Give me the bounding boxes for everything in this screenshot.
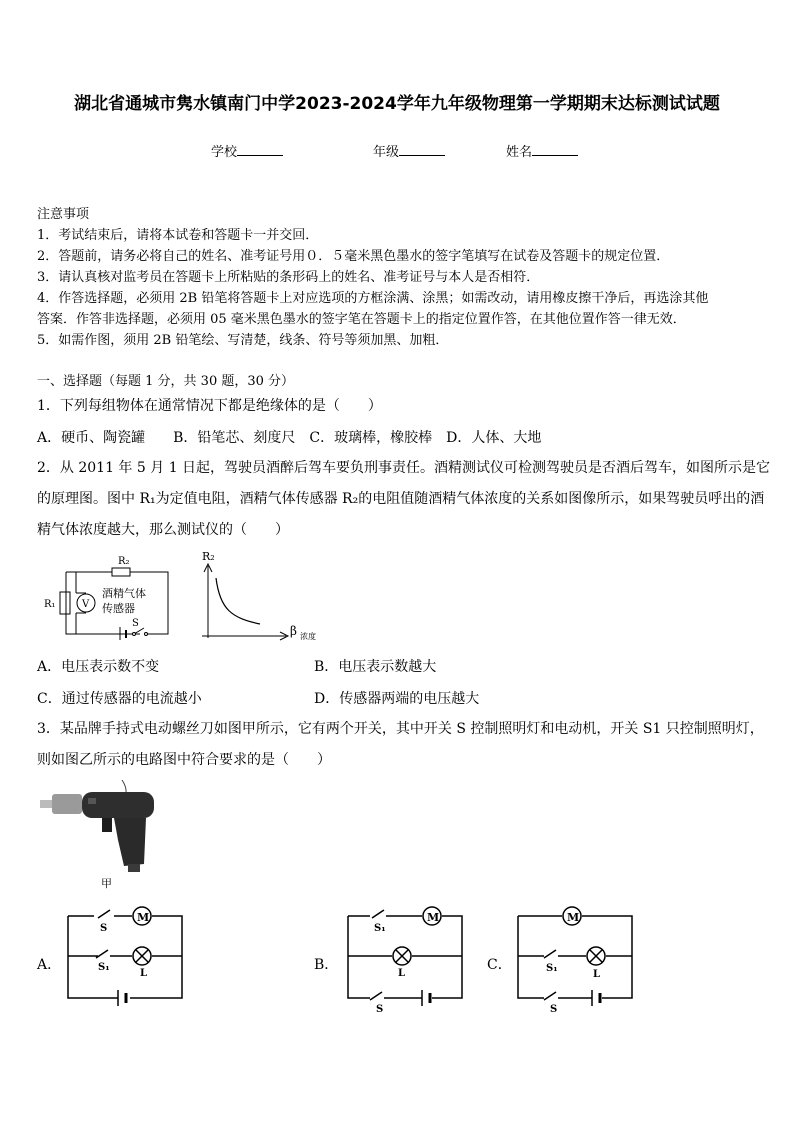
r1-label: R₁ xyxy=(44,599,56,610)
q2-option-c: C．通过传感器的电流越小 xyxy=(37,691,202,707)
notice-item: 4．作答选择题，必须用 2B 铅笔将答题卡上对应选项的方框涂满、涂黑；如需改动，请用橡皮擦干净后，再选涂其他 xyxy=(37,291,709,306)
notice-heading: 注意事项 xyxy=(37,207,90,222)
notice-item: 1．考试结束后，请将本试卷和答题卡一并交回． xyxy=(37,228,319,243)
motor-icon: M xyxy=(137,911,150,924)
q3-option-b-label: B． xyxy=(314,957,339,973)
q3-circuit-b xyxy=(340,898,470,1020)
q3-stem-line1: 3．某品牌手持式电动螺丝刀如图甲所示，它有两个开关，其中开关 S 控制照明灯和电动机，开关 S1 只控制照明灯， xyxy=(37,721,764,737)
sensor-label-2: 传感器 xyxy=(102,602,135,615)
name-label: 姓名 xyxy=(506,145,533,160)
notice-item: 3．请认真核对监考员在答题卡上所粘贴的条形码上的姓名、准考证号与本人是否相符． xyxy=(37,270,540,285)
q3-circuit-a xyxy=(60,898,190,1020)
name-blank xyxy=(532,143,578,156)
q1-options: A．硬币、陶瓷罐 B．铅笔芯、刻度尺 C．玻璃棒，橡胶棒 D．人体、大地 xyxy=(37,430,542,446)
school-label: 学校 xyxy=(211,145,238,160)
q2-stem-line3: 精气体浓度越大，那么测试仪的（ ） xyxy=(37,522,289,538)
screwdriver-photo xyxy=(38,780,168,890)
notice-item: 答案．作答非选择题，必须用 05 毫米黑色墨水的签字笔在答题卡上的指定位置作答，在其他位置作答一律无效． xyxy=(37,312,686,327)
page-title: 湖北省通城市隽水镇南门中学2023-2024学年九年级物理第一学期期末达标测试试题 xyxy=(74,94,720,114)
switch-s1-label: S₁ xyxy=(374,923,386,934)
q2-option-d: D．传感器两端的电压越大 xyxy=(314,691,480,707)
q2-stem-line1: 2．从 2011 年 5 月 1 日起，驾驶员酒醉后驾车要负刑事责任。酒精测试仪可检测驾驶员是否酒后驾车，如图所示是它 xyxy=(37,460,771,476)
q2-option-a: A．电压表示数不变 xyxy=(37,659,160,675)
switch-s1-label: S₁ xyxy=(546,963,558,974)
photo-caption: 甲 xyxy=(101,877,112,890)
sensor-label-1: 酒精气体 xyxy=(102,587,146,600)
switch-s-label: S xyxy=(100,923,108,934)
q2-option-b: B．电压表示数越大 xyxy=(314,659,437,675)
voltmeter-icon: V xyxy=(82,599,90,610)
grade-field xyxy=(373,141,445,160)
q2-r2-graph xyxy=(198,546,328,642)
q3-circuit-c xyxy=(510,898,640,1020)
r2-label: R₂ xyxy=(118,556,130,567)
q3-option-a-label: A． xyxy=(37,957,62,973)
lamp-label: L xyxy=(398,968,406,979)
graph-x-unit: 浓度 xyxy=(300,632,316,641)
motor-icon: M xyxy=(427,911,440,924)
switch-label: S xyxy=(132,618,139,629)
q2-stem-line2: 的原理图。图中 R₁为定值电阻，酒精气体传感器 R₂的电阻值随酒精气体浓度的关系如图像所示，如果驾驶员呼出的酒 xyxy=(37,491,765,507)
graph-y-label: R₂ xyxy=(202,550,215,563)
grade-label: 年级 xyxy=(373,145,400,160)
lamp-label: L xyxy=(140,968,148,979)
notice-item: 2．答题前，请务必将自己的姓名、准考证号用０．５毫米黑色墨水的签字笔填写在试卷及答题卡的规定位置． xyxy=(37,249,670,264)
grade-blank xyxy=(399,143,445,156)
motor-icon: M xyxy=(567,911,580,924)
graph-x-label: β xyxy=(290,624,297,638)
notice-item: 5．如需作图，须用 2B 铅笔绘、写清楚，线条、符号等须加黑、加粗． xyxy=(37,333,449,348)
school-field xyxy=(211,141,283,160)
school-blank xyxy=(237,143,283,156)
q1-stem: 1．下列每组物体在通常情况下都是绝缘体的是（ ） xyxy=(37,398,382,414)
section-heading: 一、选择题（每题 1 分，共 30 题，30 分） xyxy=(37,374,295,389)
switch-s1-label: S₁ xyxy=(98,962,110,973)
switch-s-label: S xyxy=(550,1004,558,1015)
q2-circuit-diagram xyxy=(40,548,180,640)
q3-stem-line2: 则如图乙所示的电路图中符合要求的是（ ） xyxy=(37,752,331,768)
switch-s-label: S xyxy=(376,1004,384,1015)
name-field xyxy=(506,141,578,160)
q3-option-c-label: C． xyxy=(487,957,512,973)
lamp-label: L xyxy=(593,969,601,980)
